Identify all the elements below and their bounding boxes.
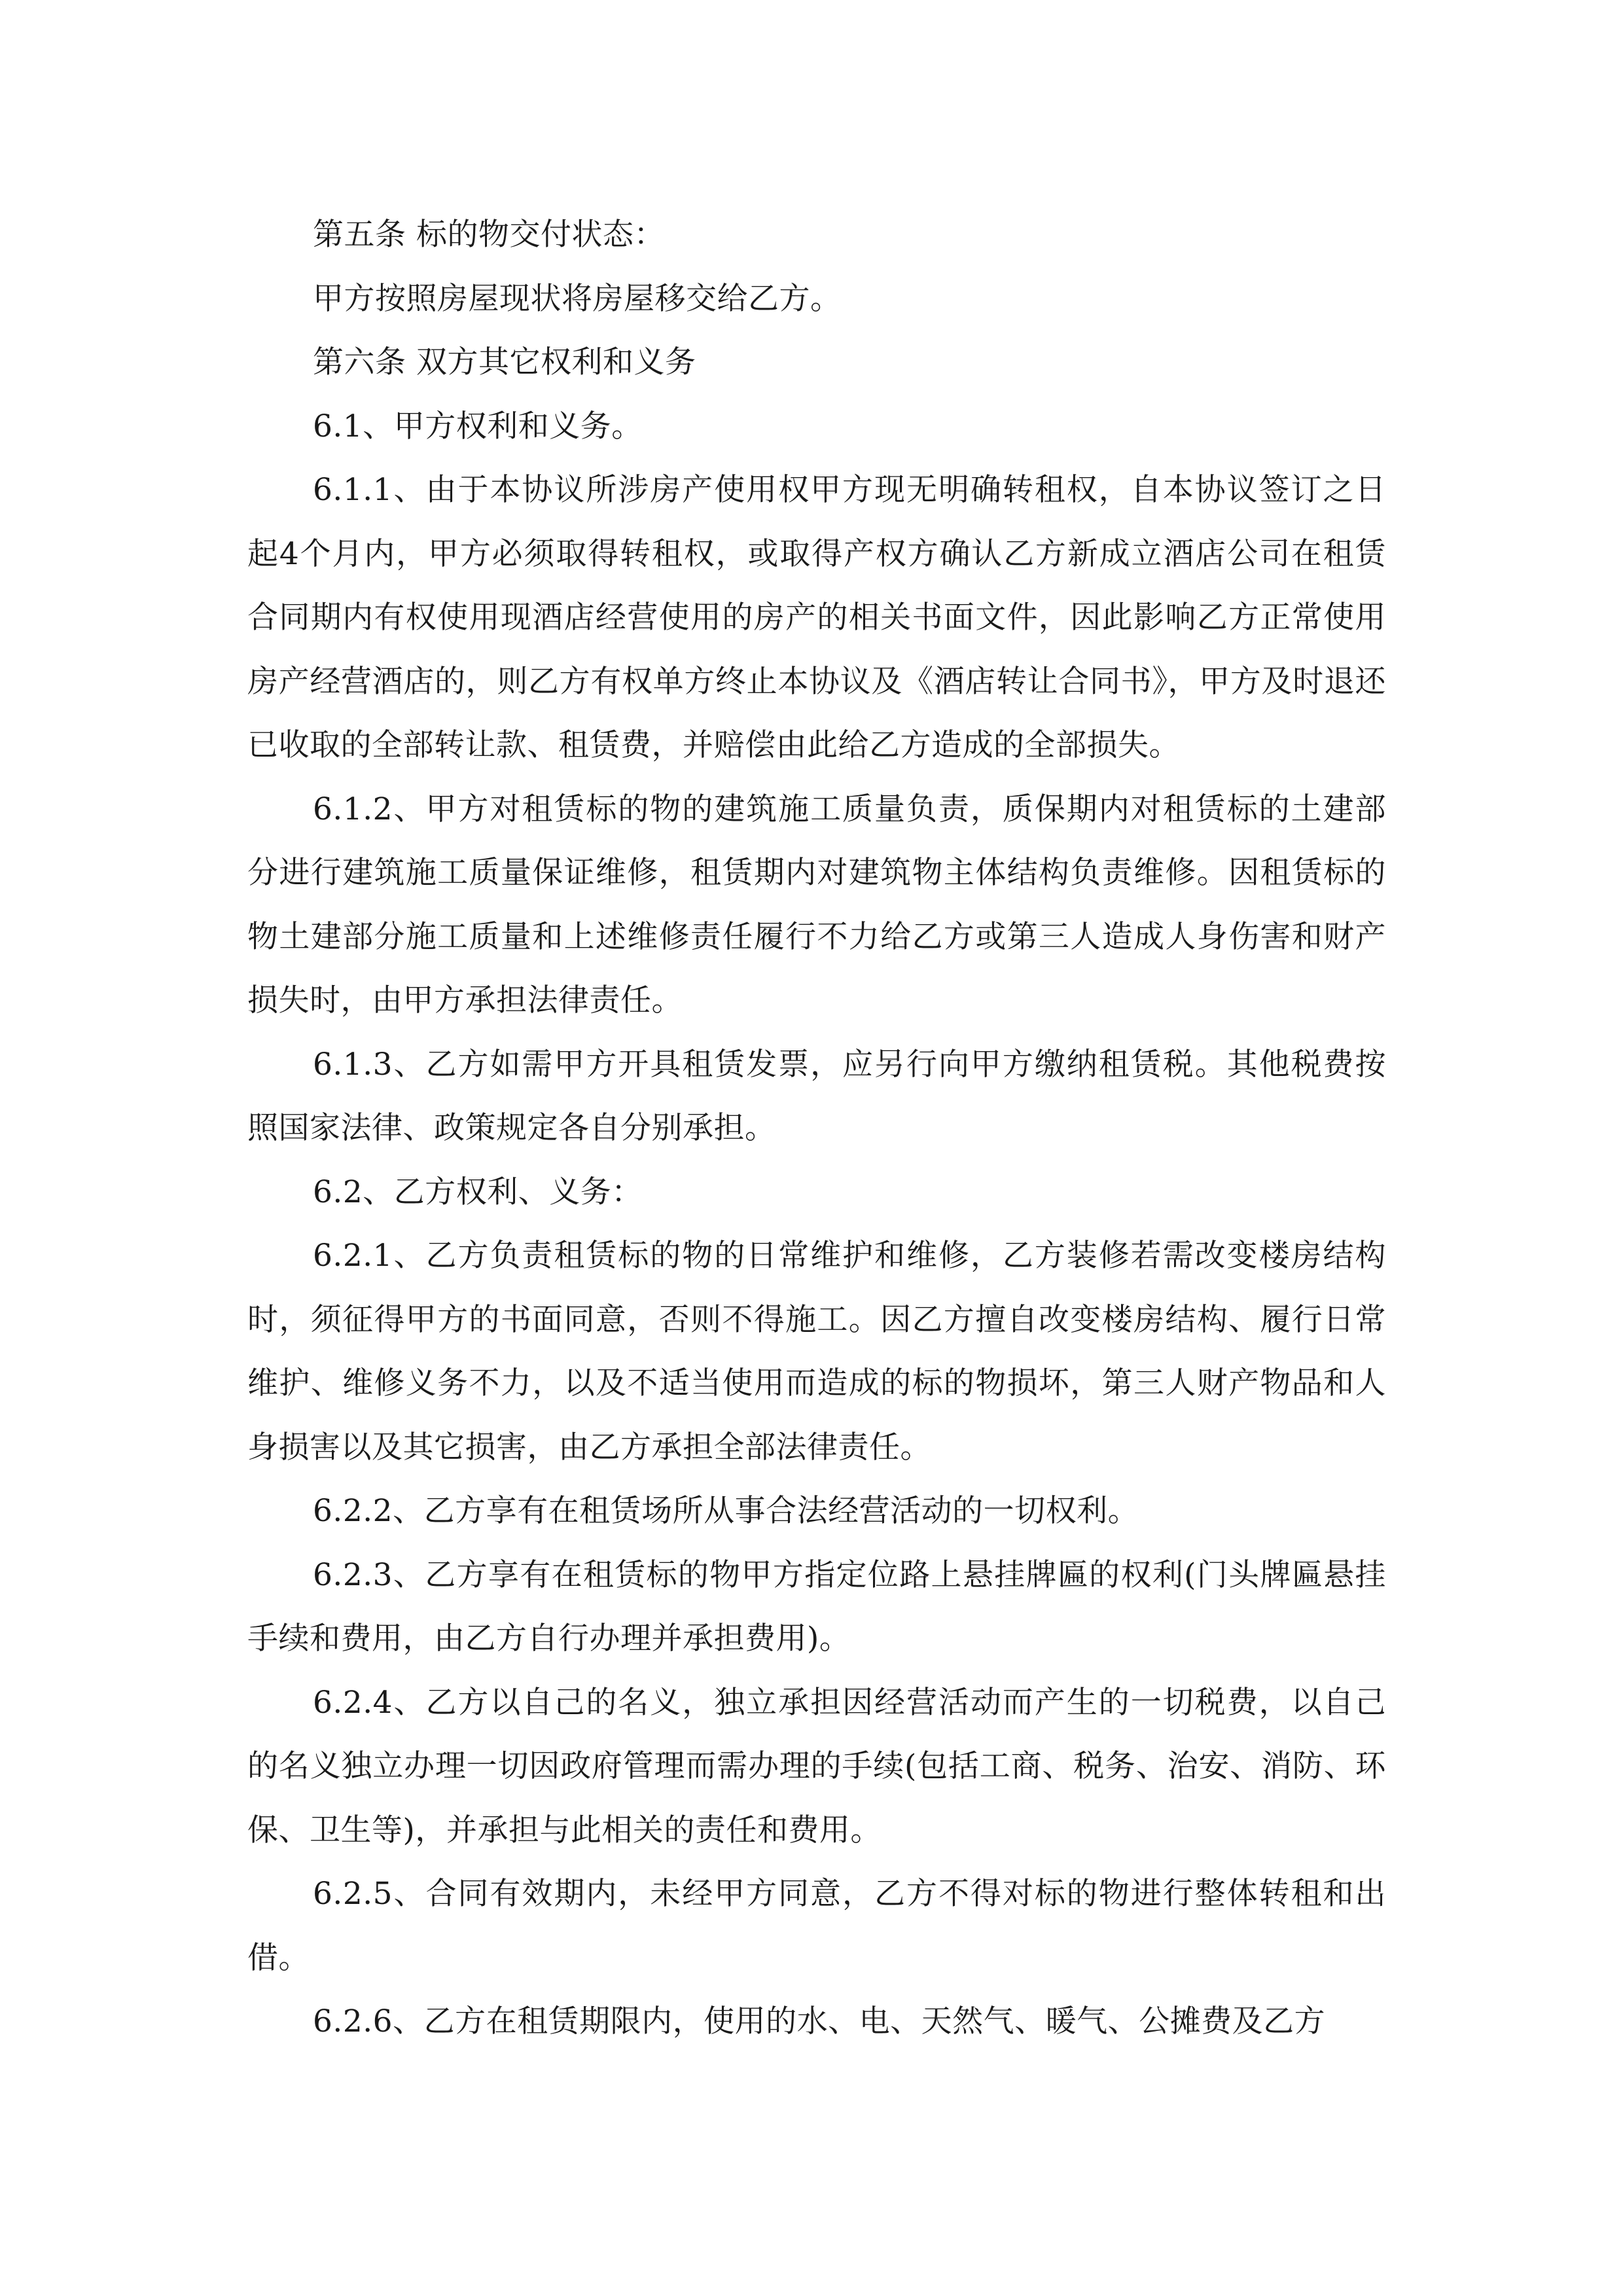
clause-6-1-2: 6.1.2、甲方对租赁标的物的建筑施工质量负责，质保期内对租赁标的土建部分进行建筑施工质量保证维修，租赁期内对建筑物主体结构负责维修。因租赁标的物土建部分施工质量和上述维修责任履行不力给乙方或第三人造成人身伤害和财产损失时，由甲方承担法律责任。 bbox=[247, 791, 1386, 1018]
clause-6-1-1: 6.1.1、由于本协议所涉房产使用权甲方现无明确转租权，自本协议签订之日起4个月内，甲方必须取得转租权，或取得产权方确认乙方新成立酒店公司在租赁合同期内有权使用现酒店经营使用的房产的相关书面文件，因此影响乙方正常使用房产经营酒店的，则乙方有权单方终止本协议及《酒店转让合同书》，甲方及时退还已收取的全部转让款、租赁费，并赔偿由此给乙方造成的全部损失。 bbox=[247, 472, 1386, 763]
clause-6-1-heading: 6.1、甲方权利和义务。 bbox=[313, 408, 643, 444]
document-page bbox=[247, 203, 1386, 2054]
clause-6-2-4: 6.2.4、乙方以自己的名义，独立承担因经营活动而产生的一切税费，以自己的名义独立办理一切因政府管理而需办理的手续(包括工商、税务、治安、消防、环保、卫生等)，并承担与此相关的责任和费用。 bbox=[247, 1684, 1386, 1848]
clause-6-2-3: 6.2.3、乙方享有在租赁标的物甲方指定位路上悬挂牌匾的权利(门头牌匾悬挂手续和费用，由乙方自行办理并承担费用)。 bbox=[247, 1556, 1386, 1657]
article-6-heading: 第六条 双方其它权利和义务 bbox=[313, 344, 696, 380]
article-5-body: 甲方按照房屋现状将房屋移交给乙方。 bbox=[313, 280, 842, 317]
clause-6-2-heading: 6.2、乙方权利、义务： bbox=[313, 1174, 643, 1210]
clause-6-2-2: 6.2.2、乙方享有在租赁场所从事合法经营活动的一切权利。 bbox=[313, 1493, 1139, 1529]
clause-6-2-6: 6.2.6、乙方在租赁期限内，使用的水、电、天然气、暖气、公摊费及乙方 bbox=[313, 2003, 1326, 2039]
article-5-heading: 第五条 标的物交付状态： bbox=[313, 217, 665, 253]
clause-6-2-5: 6.2.5、合同有效期内，未经甲方同意，乙方不得对标的物进行整体转租和出借。 bbox=[247, 1876, 1386, 1976]
clause-6-2-1: 6.2.1、乙方负责租赁标的物的日常维护和维修，乙方装修若需改变楼房结构时，须征得甲方的书面同意，否则不得施工。因乙方擅自改变楼房结构、履行日常维护、维修义务不力，以及不适当使用而造成的标的物损坏，第三人财产物品和人身损害以及其它损害，由乙方承担全部法律责任。 bbox=[247, 1238, 1386, 1465]
clause-6-1-3: 6.1.3、乙方如需甲方开具租赁发票，应另行向甲方缴纳租赁税。其他税费按照国家法律、政策规定各自分别承担。 bbox=[247, 1046, 1386, 1146]
